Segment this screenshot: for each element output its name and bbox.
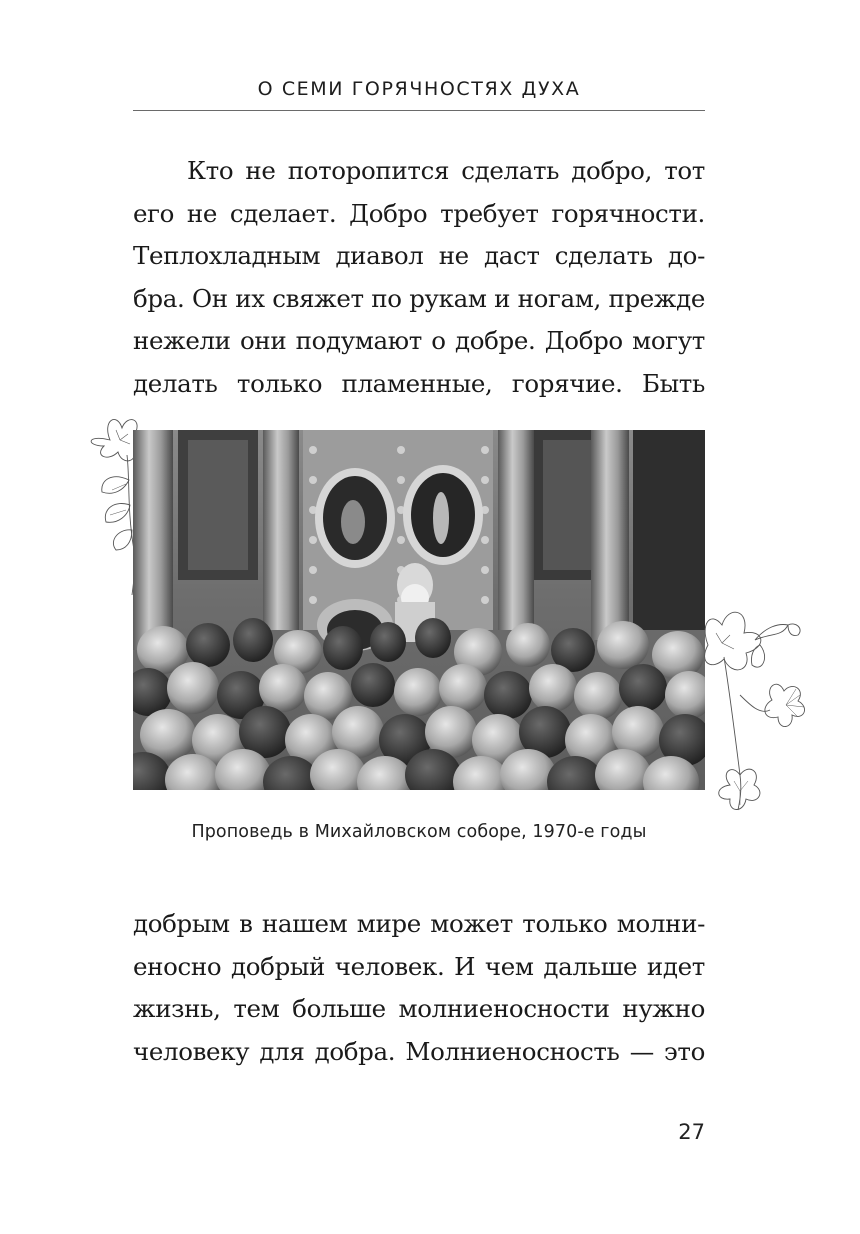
paragraph-top xyxy=(133,150,705,406)
paragraph-bottom xyxy=(133,903,705,1073)
header-divider xyxy=(133,110,705,111)
text-line: нежели они подумают о добре. Добро могут xyxy=(133,326,705,356)
text-line: еносно добрый человек. И чем дальше идет xyxy=(133,951,705,981)
page-number: 27 xyxy=(678,1120,705,1144)
text-line: бра. Он их свяжет по рукам и ногам, прежде xyxy=(133,283,705,313)
running-head: О СЕМИ ГОРЯЧНОСТЯХ ДУХА xyxy=(257,78,581,100)
text-line: его не сделает. Добро требует горячности. xyxy=(133,198,705,228)
text-line: добрым в нашем мире может только молни- xyxy=(133,909,705,938)
text-line: делать только пламенные, горячие. Быть xyxy=(133,368,705,398)
floral-sketch-icon xyxy=(700,595,820,825)
church-photo xyxy=(133,430,705,790)
text-line: Теплохладным диавол не даст сделать до- xyxy=(133,241,705,271)
photo-caption: Проповедь в Михайловском соборе, 1970-е годы xyxy=(191,822,647,842)
text-line: жизнь, тем больше молниеносности нужно xyxy=(133,994,705,1024)
text-line: человеку для добра. Молниеносность — это xyxy=(133,1036,705,1066)
text-line: Кто не поторопится сделать добро, тот xyxy=(187,156,705,185)
